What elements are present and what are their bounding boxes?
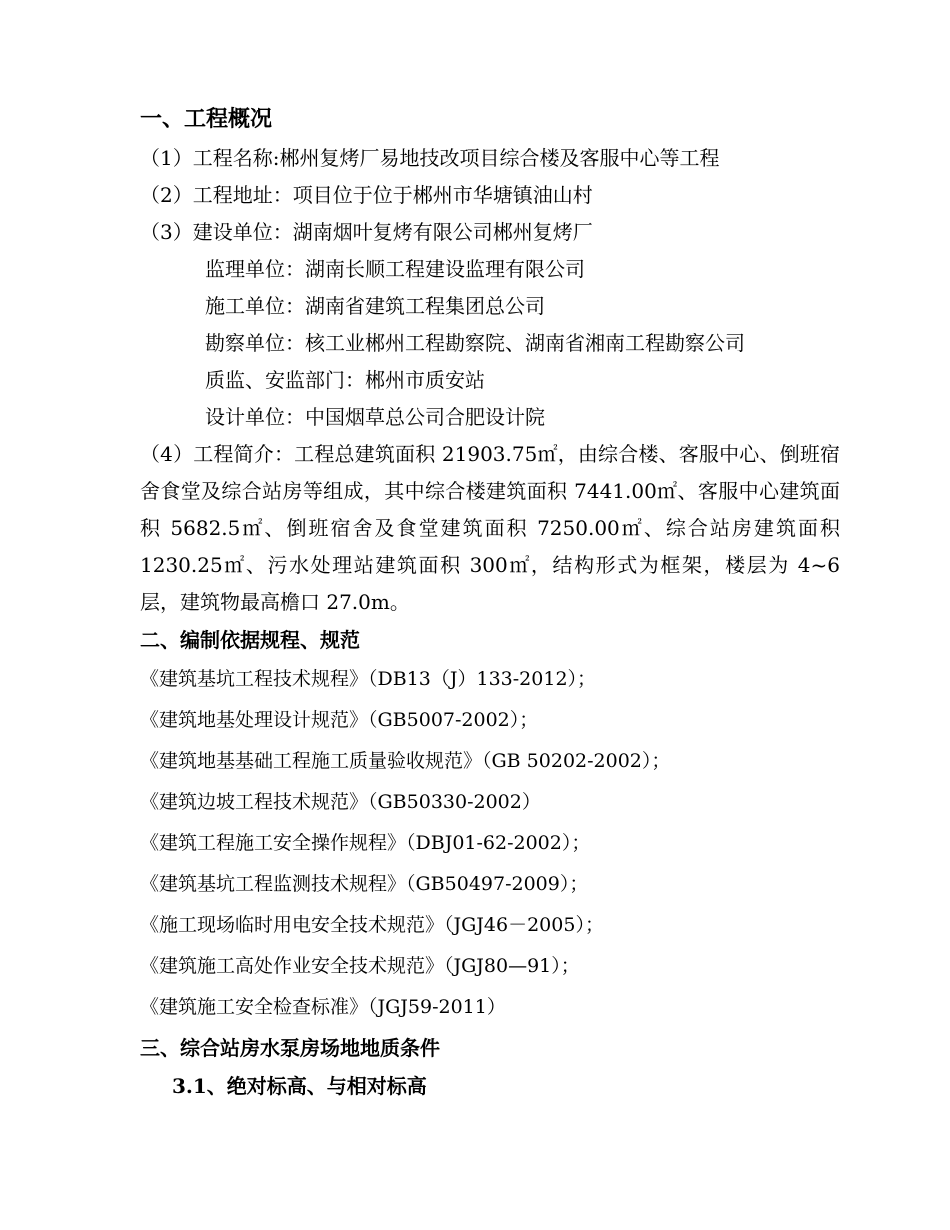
reference-item: 《建筑施工安全检查标准》（JGJ59-2011） [140,996,506,1018]
project-name-line: （1）工程名称:郴州复烤厂易地技改项目综合楼及客服中心等工程 [140,146,720,170]
section-1-heading: 一、工程概况 [140,106,273,132]
section-2-heading: 二、编制依据规程、规范 [140,628,360,652]
construction-unit-line: （3）建设单位：湖南烟叶复烤有限公司郴州复烤厂 [140,220,593,244]
reference-item: 《建筑工程施工安全操作规程》（DBJ01-62-2002）； [140,832,591,854]
project-summary-paragraph: （4）工程简介：工程总建筑面积 21903.75㎡，由综合楼、客服中心、倒班宿舍食堂及综合站房等组成，其中综合楼建筑面积 7441.00㎡、客服中心建筑面积 5682.5㎡、倒班宿舍及食堂建筑面积 7250.00㎡、综合站房建筑面积 1230.25㎡、污水处理站建筑面积 300㎡，结构形式为框架，楼层为 4~6 层，建筑物最高檐口 27.0m。 [140,442,840,614]
reference-item: 《建筑基坑工程监测技术规程》（GB50497-2009）； [140,873,589,895]
survey-unit-line: 勘察单位：核工业郴州工程勘察院、湖南省湘南工程勘察公司 [205,331,745,355]
reference-item: 《建筑基坑工程技术规程》（DB13（J）133-2012）； [140,668,597,690]
contractor-unit-line: 施工单位：湖南省建筑工程集团总公司 [205,294,545,318]
reference-item: 《建筑地基处理设计规范》（GB5007-2002）； [140,709,539,731]
reference-item: 《建筑施工高处作业安全技术规范》（JGJ80—91）； [140,955,580,977]
quality-safety-dept-line: 质监、安监部门：郴州市质安站 [205,368,485,392]
project-address-line: （2）工程地址：项目位于位于郴州市华塘镇油山村 [140,183,593,207]
section-3-heading: 三、综合站房水泵房场地地质条件 [140,1036,440,1060]
design-unit-line: 设计单位：中国烟草总公司合肥设计院 [205,405,545,429]
reference-item: 《建筑地基基础工程施工质量验收规范》（GB 50202-2002）； [140,750,671,772]
section-3-1-subheading: 3.1、绝对标高、与相对标高 [172,1074,427,1098]
reference-item: 《施工现场临时用电安全技术规范》（JGJ46－2005）； [140,914,604,936]
reference-item: 《建筑边坡工程技术规范》（GB50330-2002） [140,791,541,813]
supervision-unit-line: 监理单位：湖南长顺工程建设监理有限公司 [205,257,585,281]
